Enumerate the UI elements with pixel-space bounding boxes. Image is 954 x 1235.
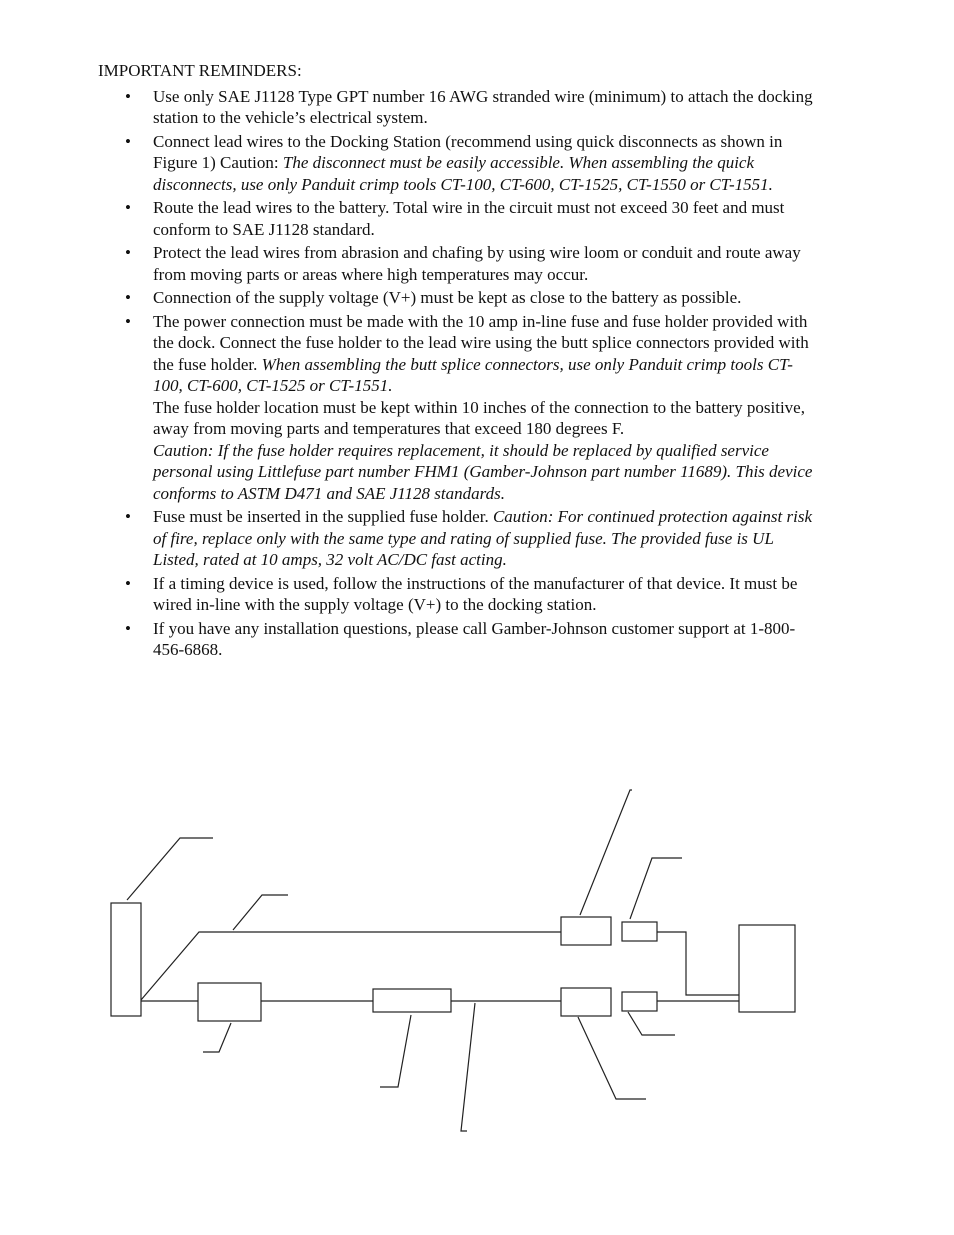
item-caution-2: Caution: If the fuse holder requires replacement, it should be replaced by qualified service personal using Littlefuse part number FHM1 (Gamber-Johnson part number 11689). This device conforms to ASTM D471 and SAE J1128 standards.: [153, 440, 813, 503]
station-wire-upper: [657, 932, 739, 995]
fuse-holder: [198, 983, 261, 1021]
item-text: Connect lead wires to the Docking Station (recommend using quick disconnects as shown in Figure 1) Caution:: [153, 131, 783, 172]
quick-disconnect-upper: [561, 917, 611, 945]
item-text: Route the lead wires to the battery. Total wire in the circuit must not exceed 30 feet and must conform to SAE J1128 standard.: [153, 198, 785, 239]
item-text: Connection of the supply voltage (V+) must be kept as close to the battery as possible.: [153, 288, 742, 307]
battery-block: [111, 903, 141, 1016]
butt-splice-connector: [373, 989, 451, 1012]
terminal-lower: [622, 992, 657, 1011]
reminders-heading: IMPORTANT REMINDERS:: [98, 61, 302, 80]
item-text: Fuse must be inserted in the supplied fuse holder.: [153, 507, 489, 526]
item-text-2: The fuse holder location must be kept within 10 inches of the connection to the battery positive, away from moving parts and temperatures that exceed 180 degrees F.: [153, 397, 805, 438]
splice-leader: [380, 1015, 411, 1087]
docking-station: [739, 925, 795, 1012]
item-text: Protect the lead wires from abrasion and chafing by using wire loom or conduit and route away from moving parts or areas where high temperatures may occur.: [153, 243, 801, 284]
wire-leader: [461, 1003, 475, 1131]
upper-lead-wire: [141, 932, 561, 1000]
lower-terminal-leader: [628, 1012, 675, 1035]
item-caution: When assembling the butt splice connectors, use only Panduit crimp tools CT-100, CT-600, CT-1525 or CT-1551.: [153, 354, 793, 395]
item-caution: The disconnect must be easily accessible. When assembling the quick disconnects, use only Panduit crimp tools CT-100, CT-600, CT-1525, CT-1550 or CT-1551.: [153, 153, 773, 194]
battery-leader: [127, 838, 213, 900]
lower-disconnect-leader: [578, 1017, 646, 1099]
item-text: The power connection must be made with the 10 amp in-line fuse and fuse holder provided with the dock. Connect the fuse holder to the lead wire using the butt splice connectors provided with the fuse holder.: [153, 311, 809, 374]
terminal-upper: [622, 922, 657, 941]
quick-disconnect-lower: [561, 988, 611, 1016]
item-text: If a timing device is used, follow the instructions of the manufacturer of that device. It must be wired in-line with the supply voltage (V+) to the docking station.: [153, 573, 798, 614]
item-caution: Caution: For continued protection against risk of fire, replace only with the same type and rating of supplied fuse. The provided fuse is UL Listed, rated at 10 amps, 32 volt AC/DC fast acting.: [153, 507, 812, 569]
upper-wire-leader: [233, 895, 288, 930]
fuse-holder-leader: [203, 1023, 231, 1052]
item-text: If you have any installation questions, please call Gamber-Johnson customer support at 1-800-456-6868.: [153, 618, 796, 659]
upper-terminal-leader: [630, 858, 682, 919]
upper-disconnect-leader: [580, 790, 632, 915]
item-text: Use only SAE J1128 Type GPT number 16 AWG stranded wire (minimum) to attach the docking station to the vehicle’s electrical system.: [153, 86, 813, 127]
